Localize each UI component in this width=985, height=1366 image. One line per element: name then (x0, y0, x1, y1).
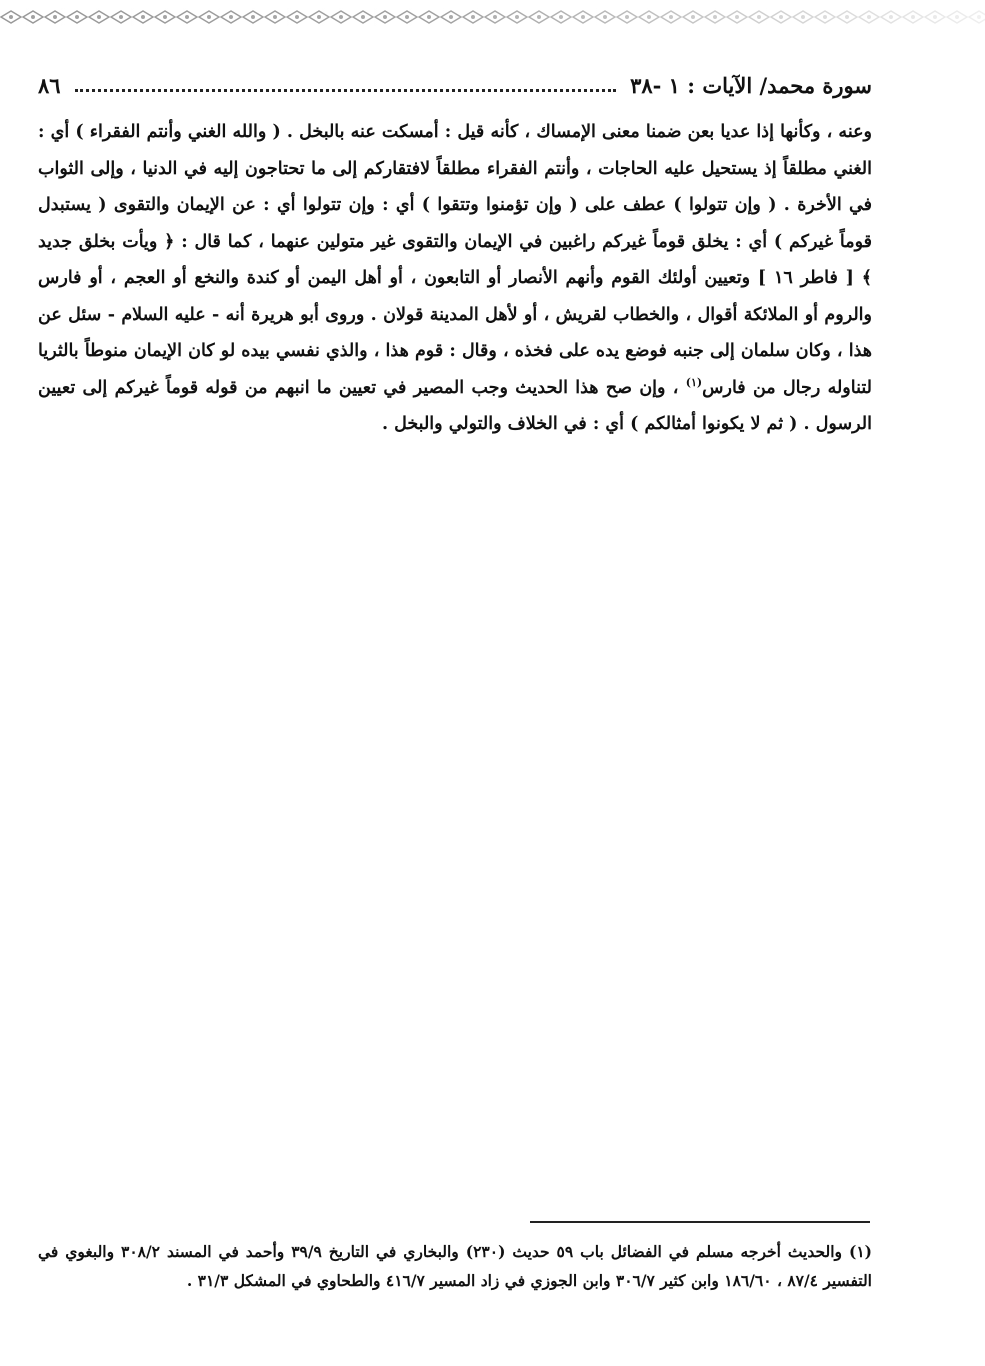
footnote-reference[interactable]: (١) (685, 375, 703, 389)
header-dot-leader (75, 89, 617, 92)
commentary-text: وعنه ، وكأنها إذا عديا بعن ضمنا معنى الإمساك ، كأنه قيل : أمسكت عنه بالبخل . ( والله الغني وأنتم الفقراء ) أي : الغني مطلقاً إذ يستحيل عليه الحاجات ، وأنتم الفقراء مطلقاً لافتقاركم إلى ما تحتاجون إليه في الدنيا ، وإلى الثواب في الأخرة . ( وإن تتولوا ) عطف على ( وإن تؤمنوا وتتقوا ) أي : وإن تتولوا أي : عن الإيمان والتقوى ( يستبدل قوماً غيركم ) أي : يخلق قوماً غيركم راغبين في الإيمان والتقوى غير متولين عنهما ، كما قال : ﴿ ويأت بخلق جديد ﴾ [ فاطر ١٦ ] وتعيين أولئك القوم وأنهم الأنصار أو التابعون ، أو أهل اليمن أو كندة والنخع أو العجم ، أو فارس والروم أو الملائكة أقوال ، والخطاب لقريش ، أو لأهل المدينة قولان . وروى أبو هريرة أنه - عليه السلام - سئل عن هذا ، وكان سلمان إلى جنبه فوضع يده على فخذه ، وقال : قوم هذا ، والذي نفسي بيده لو كان الإيمان منوطاً بالثريا لتناوله رجال من فارس (38, 122, 873, 398)
commentary-text-continued: ، وإن صح هذا الحديث وجب المصير في تعيين ما انبهم من قوله قوماً غيركم إلى تعيين الرسول . ( ثم لا يكونوا أمثالكم ) أي : في الخلاف والتولي والبخل . (38, 377, 872, 434)
main-text-block (38, 114, 872, 443)
commentary-paragraph (38, 114, 872, 443)
running-title: سورة محمد/ الآيات : ١ -٣٨ (630, 73, 872, 98)
page-number: ٨٦ (38, 73, 61, 98)
page-header (38, 68, 872, 98)
footnote-1: (١) والحديث أخرجه مسلم في الفضائل باب ٥٩ حديث (٢٣٠) والبخاري في التاريخ ٣٩/٩ وأحمد في المسند ٣٠٨/٢ والبغوي في التفسير ٨٧/٤ ، ١٨٦/٦٠ وابن كثير ٣٠٦/٧ وابن الجوزي في زاد المسير ٤١٦/٧ والطحاوي في المشكل ٣١/٣ . (38, 1242, 872, 1290)
footnote-divider (530, 1221, 870, 1223)
scan-border-ornament (0, 8, 985, 26)
footnotes-block (38, 1237, 872, 1295)
ornament-strip-icon (0, 8, 985, 26)
